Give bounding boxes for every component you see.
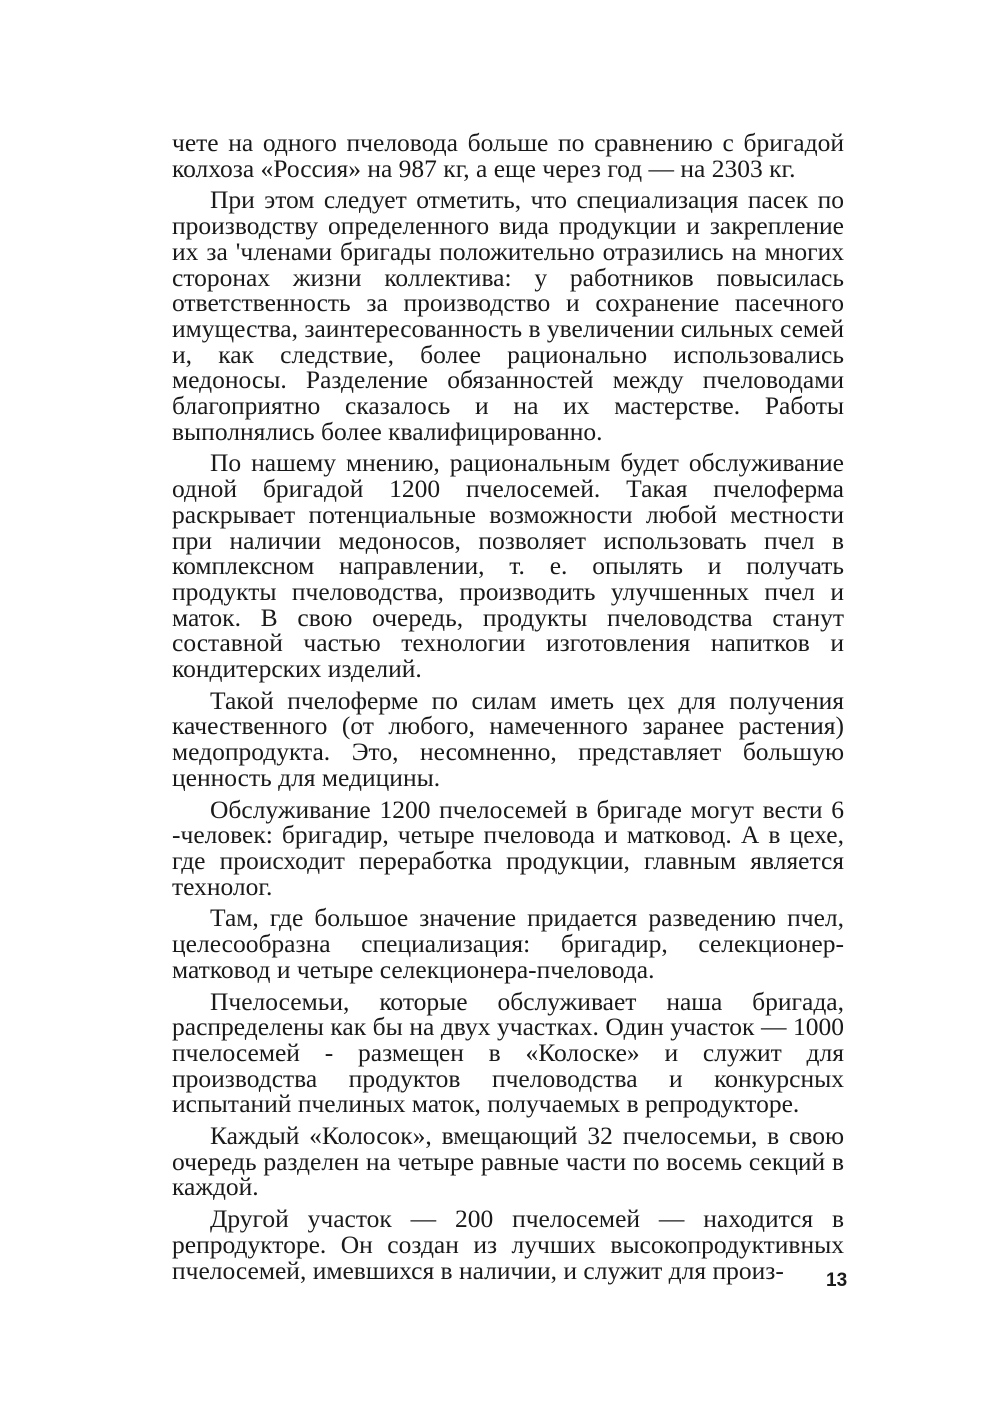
paragraph-9: Другой участок — 200 пчелосемей — находится в репродукторе. Он создан из лучших высокопродуктивных пчелосемей, имевшихся в наличии, и служит для произ- [172, 1204, 844, 1285]
paragraph-8: Каждый «Колосок», вмещающий 32 пчелосемьи, в свою очередь разделен на четыре равные части по восемь секций в каждой. [172, 1121, 844, 1202]
body-text [172, 130, 844, 1289]
paragraph-3: По нашему мнению, рациональным будет обслуживание одной бригадой 1200 пчелосемей. Такая пчелоферма раскрывает потенциальные возможности любой местности при наличии медоносов, позволяет использовать пчел в комплексном направлении, т. е. опылять и получать продукты пчеловодства, производить улучшенных пчел и маток. В свою очередь, продукты пчеловодства станут составной частью технологии изготовления напитков и кондитерских изделий. [172, 448, 844, 684]
paragraph-4: Такой пчелоферме по силам иметь цех для получения качественного (от любого, намеченного заранее растения) медопродукта. Это, несомненно, представляет большую ценность для медицины. [172, 685, 844, 792]
page-number: 13 [826, 1270, 848, 1291]
paragraph-2: При этом следует отметить, что специализация пасек по производству определенного вида продукции и закрепление их за 'членами бригады положительно отразились на многих сторонах жизни коллектива: у работников повысилась ответственность за производство и сохранение пасечного имущества, заинтересованность в увеличении сильных семей и, как следствие, более рационально использовались медоносы. Разделение обязанностей между пчеловодами благоприятно сказалось и на их мастерстве. Работы выполнялись более квалифицированно. [172, 185, 844, 446]
paragraph-7: Пчелосемьи, которые обслуживает наша бригада, распределены как бы на двух участках. Один участок — 1000 пчелосемей - размещен в «Колоске» и служит для производства продуктов пчеловодства и конкурсных испытаний пчелиных маток, получаемых в репродукторе. [172, 986, 844, 1119]
paragraph-5: Обслуживание 1200 пчелосемей в бригаде могут вести 6 -человек: бригадир, четыре пчеловода и матковод. А в цехе, где происходит переработка продукции, главным является технолог. [172, 794, 844, 901]
paragraph-1: чете на одного пчеловода больше по сравнению с бригадой колхоза «Россия» на 987 кг, а еще через год — на 2303 кг. [172, 128, 844, 183]
paragraph-6: Там, где большое значение придается разведению пчел, целесообразна специализация: бригадир, селекционер-матковод и четыре селекционера-пчеловода. [172, 903, 844, 984]
